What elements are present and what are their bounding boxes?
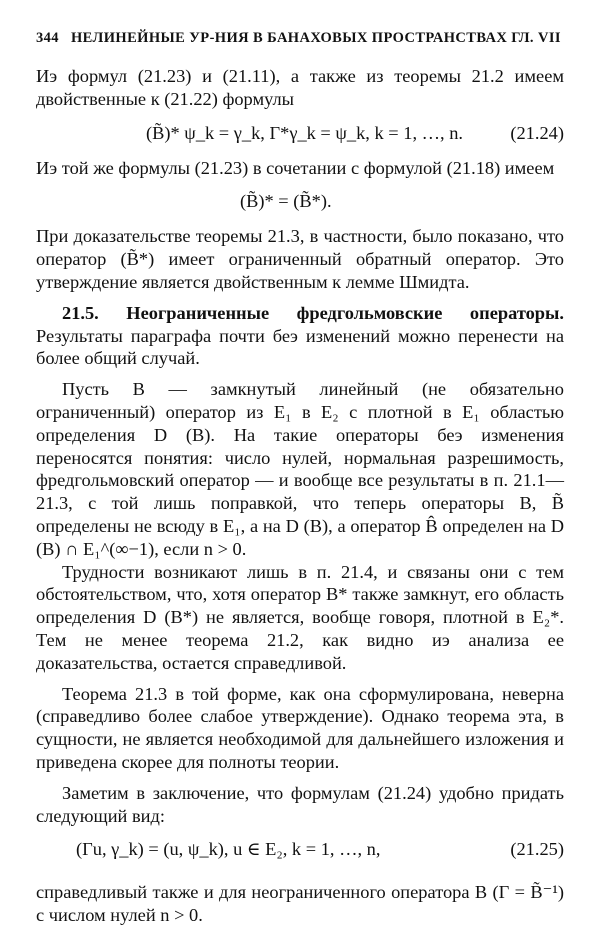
equation-number: (21.25) <box>510 839 564 860</box>
section-heading: 21.5. Неограниченные фредгольмовские операторы. <box>62 302 564 323</box>
paragraph-difficulties: Трудности возникают лишь в п. 21.4, и связаны они с тем обстоятельством, что, хотя оператор B* также замкнут, его область определения D (B*) не является, вообще говоря, плотной в E₂*. Тем не менее теорема 21.2, как видно иэ анализа ее доказательства, остается справедливой. <box>36 561 564 673</box>
section-intro: Результаты параграфа почти беэ изменений можно перенести на более общий случай. <box>36 325 564 369</box>
equation-number: (21.24) <box>510 122 564 143</box>
page-number: 344 <box>36 30 59 46</box>
equation-21-24 <box>36 111 564 157</box>
paragraph-schmidt-lemma: При доказательстве теоремы 21.3, в частности, было показано, что оператор (B̃*) имеет ограниченный обратный оператор. Это утверждение является двойственным к лемме Шмидта. <box>36 226 564 292</box>
equation-adjoint <box>36 179 564 225</box>
equation-expression: (Γu, γ_k) = (u, ψ_k), u ∈ E₂, k = 1, …, n, <box>76 839 381 860</box>
chapter-title: НЕЛИНЕЙНЫЕ УР-НИЯ В БАНАХОВЫХ ПРОСТРАНСТВАХ ГЛ. VII <box>70 30 561 46</box>
paragraph-conclusion: Заметим в заключение, что формулам (21.24) удобно придать следующий вид: <box>36 782 564 826</box>
paragraph-dual-formulas-intro: Иэ формул (21.23) и (21.11), а также из теоремы 21.2 имеем двойственные к (21.22) формулы <box>36 66 564 109</box>
paragraph-unbounded-operator: справедливый также и для неограниченного оператора B (Γ = B̃⁻¹) с числом нулей n > 0. <box>36 882 564 926</box>
equation-expression: (B̃)* = (B̃*). <box>240 191 332 212</box>
paragraph-closed-operator: Пусть B — замкнутый линейный (не обязательно ограниченный) оператор из E₁ в E₂ с плотной в E₁ областью определения D (B). На такие операторы беэ изменения переносятся понятия: число нулей, нормальная разрешимость, фредгольмовский оператор — и вообще все результаты в п. 21.1—21.3, с той лишь поправкой, что теперь операторы B, B̃ определены не всюду в E₁, а на D (B), а оператор B̂ определен на D (B) ∩ E₁^(∞−1), если n > 0. <box>36 379 564 559</box>
equation-expression: (B̃)* ψ_k = γ_k, Γ*γ_k = ψ_k, k = 1, …, n. <box>146 122 464 143</box>
book-page <box>36 30 564 927</box>
paragraph-same-formula: Иэ той же формулы (21.23) в сочетании с формулой (21.18) имеем <box>36 157 555 178</box>
running-header <box>36 30 564 47</box>
paragraph-theorem-21-3: Теорема 21.3 в той форме, как она сформулирована, неверна (справедливо более слабое утверждение). Однако теорема эта, в сущности, не является необходимой для дальнейшего изложения и приведена скорее для полноты теории. <box>36 683 564 772</box>
section-21-5 <box>36 302 564 370</box>
equation-21-25 <box>36 827 564 873</box>
